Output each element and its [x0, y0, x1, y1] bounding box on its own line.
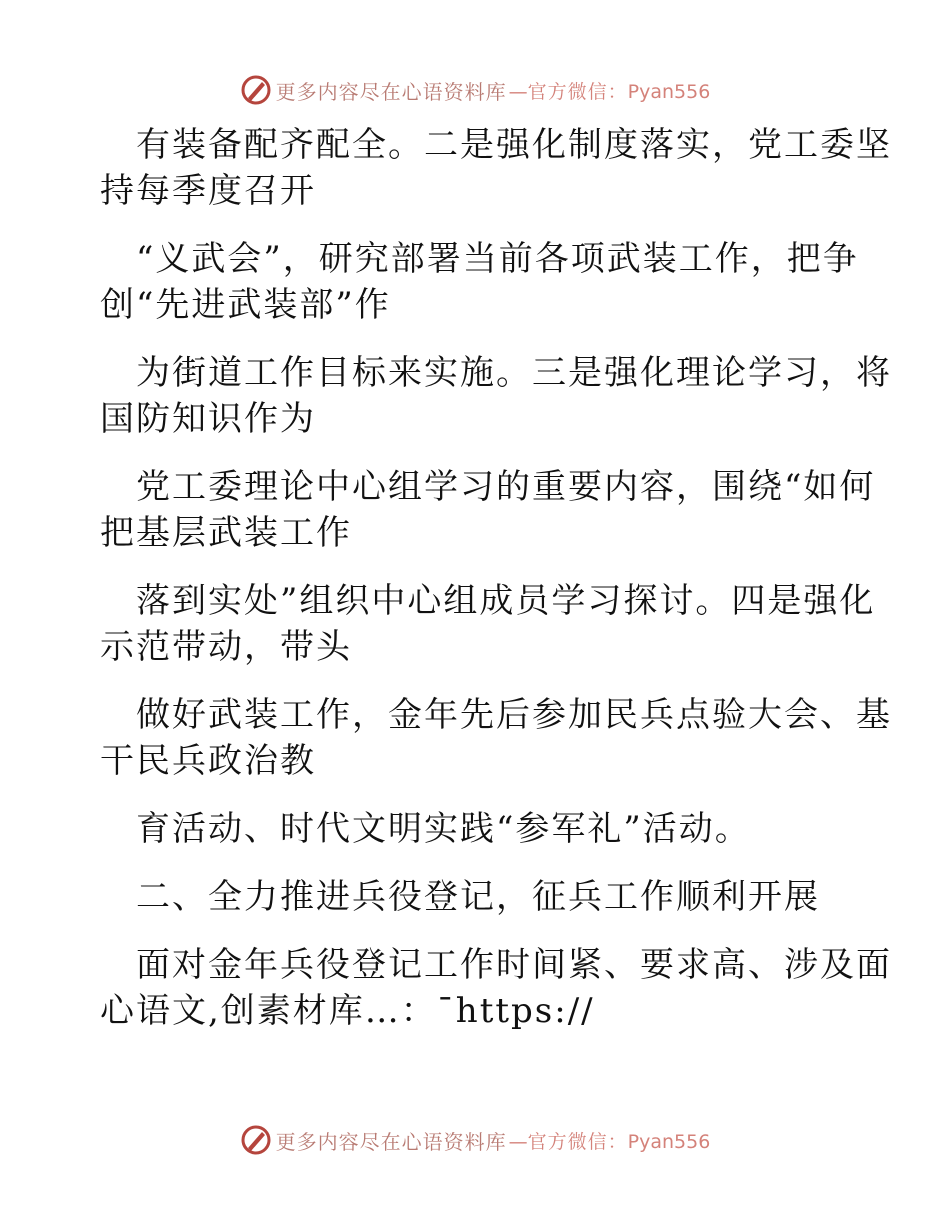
paragraph	[100, 942, 892, 1034]
banner-wechat-label: 官方微信：	[527, 1130, 628, 1153]
pen-logo-icon	[240, 74, 272, 106]
text-line: 为街道工作目标来实施。三是强化理论学习，将	[136, 353, 892, 393]
text-line: 心语文,创素材库…：¯https://	[100, 991, 595, 1031]
section-heading	[100, 874, 860, 920]
text-line: 育活动、时代文明实践“参军礼”活动。	[136, 809, 751, 849]
text-line: “义武会”，研究部署当前各项武装工作，把争	[136, 239, 859, 279]
paragraph	[100, 236, 860, 328]
banner-wechat-id: Pyan556	[627, 80, 711, 103]
paragraph	[100, 122, 892, 214]
banner-wechat	[509, 1127, 711, 1154]
text-line: 创“先进武装部”作	[100, 285, 391, 325]
banner-dash: —	[508, 80, 528, 103]
document-body	[100, 122, 892, 1034]
text-line: 有装备配齐配全。二是强化制度落实，党工委坚	[136, 125, 892, 165]
text-line: 国防知识作为	[100, 399, 316, 439]
text-line: 面对金年兵役登记工作时间紧、要求高、涉及面	[136, 945, 892, 985]
footer-watermark-banner	[0, 1120, 950, 1160]
paragraph	[100, 578, 876, 670]
header-watermark-banner	[0, 70, 950, 110]
text-line: 落到实处”组织中心组成员学习探讨。四是强化	[136, 581, 876, 621]
banner-title: 更多内容尽在心语资料库	[275, 1129, 507, 1154]
text-line: 持每季度召开	[100, 171, 316, 211]
paragraph	[100, 692, 892, 784]
pen-logo-icon	[240, 1124, 272, 1156]
heading-line: 二、全力推进兵役登记，征兵工作顺利开展	[136, 877, 820, 917]
banner-wechat-id: Pyan556	[627, 1130, 711, 1153]
paragraph	[100, 806, 860, 852]
text-line: 党工委理论中心组学习的重要内容，围绕“如何	[136, 467, 876, 507]
banner-dash: —	[508, 1130, 528, 1153]
banner-title: 更多内容尽在心语资料库	[275, 79, 507, 104]
text-line: 做好武装工作，金年先后参加民兵点验大会、基	[136, 695, 892, 735]
paragraph	[100, 350, 892, 442]
text-line: 示范带动，带头	[100, 627, 352, 667]
text-line: 把基层武装工作	[100, 513, 352, 553]
banner-wechat-label: 官方微信：	[527, 80, 628, 103]
banner-wechat	[509, 77, 711, 104]
text-line: 干民兵政治教	[100, 741, 316, 781]
paragraph	[100, 464, 876, 556]
